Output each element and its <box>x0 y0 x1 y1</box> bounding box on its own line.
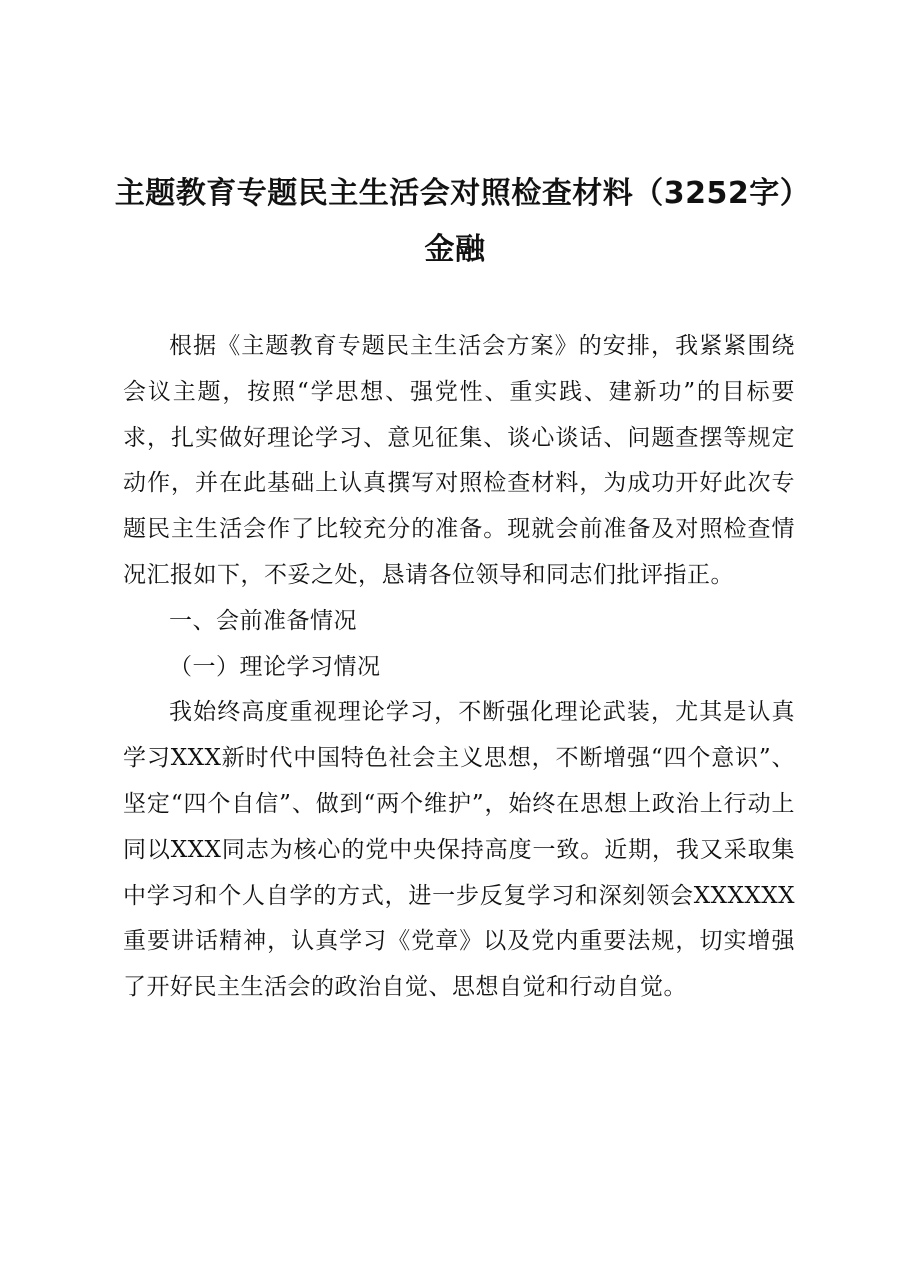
subsection-heading-theory-study: （一）理论学习情况 <box>169 653 381 680</box>
document-body <box>123 324 795 1011</box>
document-title: 主题教育专题民主生活会对照检查材料（3252字）金融 <box>114 176 796 267</box>
intro-paragraph: 根据《主题教育专题民主生活会方案》的安排，我紧紧围绕会议主题，按照“学思想、强党性、重实践、建新功”的目标要求，扎实做好理论学习、意见征集、谈心谈话、问题查摆等规定动作，并在此基础上认真撰写对照检查材料，为成功开好此次专题民主生活会作了比较充分的准备。现就会前准备及对照检查情况汇报如下，不妥之处，恳请各位领导和同志们批评指正。 <box>123 333 795 588</box>
theory-study-paragraph: 我始终高度重视理论学习，不断强化理论武装，尤其是认真学习XXX新时代中国特色社会主义思想，不断增强“四个意识”、坚定“四个自信”、做到“两个维护”，始终在思想上政治上行动上同以XXX同志为核心的党中央保持高度一致。近期，我又采取集中学习和个人自学的方式，进一步反复学习和深刻领会XXXXXX重要讲话精神，认真学习《党章》以及党内重要法规，切实增强了开好民主生活会的政治自觉、思想自觉和行动自觉。 <box>123 699 795 1001</box>
section-heading-preparation: 一、会前准备情况 <box>169 607 357 634</box>
